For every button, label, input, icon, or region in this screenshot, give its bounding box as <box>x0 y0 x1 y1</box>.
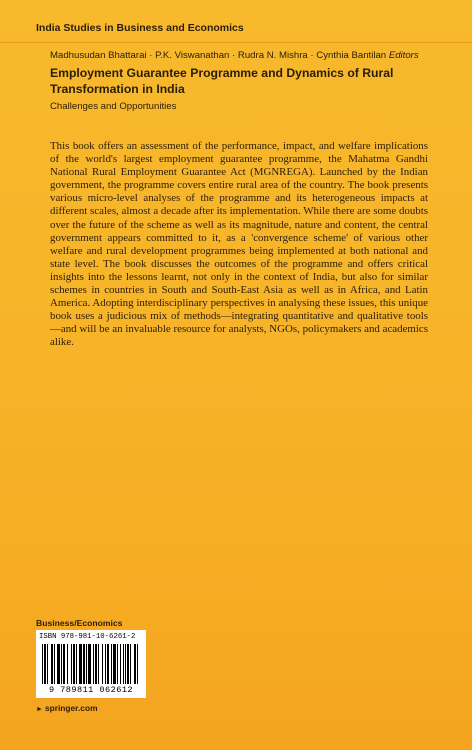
barcode-bar <box>120 644 121 684</box>
book-description: This book offers an assessment of the performance, impact, and welfare implications of the world's largest employment guarantee programme, the Mahatma Gandhi National Rural Employment Guarantee Act (MGNREGA). Launched by the Indian government, the programme covers entire rural area of the country. The book presents various micro-level analyses of the programme and its heterogeneous impacts at different scales, almost a decade after its implementation. While there are some doubts over the future of the scheme as well as its magnitude, nature and content, the central government appears committed to it, as a 'convergence scheme' of various other welfare and rural development programmes being implemented at both national and state level. The book discusses the outcomes of the programme and offers critical insights into the lessons learnt, not only in the context of India, but also for similar schemes in countries in South and South-East Asia as well as in Africa, and Latin America. Adopting interdisciplinary perspectives in analysing these issues, this unique book uses a judicious mix of methods—integrating quantitative and qualitative tools—and will be an invaluable resource for analysts, NGOs, policymakers and academics alike. <box>50 140 428 349</box>
barcode-bar <box>54 644 55 684</box>
barcode-bar <box>57 644 60 684</box>
barcode-bar <box>105 644 106 684</box>
barcode-bar <box>123 644 124 684</box>
book-subtitle: Challenges and Opportunities <box>50 101 177 112</box>
barcode-bar <box>42 644 43 684</box>
isbn-label: ISBN 978-981-10-6261-2 <box>39 633 136 641</box>
barcode-bar <box>107 644 109 684</box>
barcode-bar <box>76 644 77 684</box>
barcode-bar <box>67 644 68 684</box>
arrow-right-icon: ► <box>36 706 43 713</box>
barcode-bar <box>98 644 99 684</box>
editor-names: Madhusudan Bhattarai · P.K. Viswanathan · Rudra N. Mishra · Cynthia Bantilan <box>50 50 387 61</box>
barcode-bar <box>134 644 136 684</box>
publisher-website <box>36 703 98 713</box>
editors-line <box>50 50 419 61</box>
barcode-bar <box>73 644 75 684</box>
book-title: Employment Guarantee Programme and Dynamics of Rural Transformation in India <box>50 66 394 96</box>
barcode-bar <box>88 644 91 684</box>
barcode-bar <box>113 644 116 684</box>
barcode-bar <box>71 644 72 684</box>
barcode-bar <box>83 644 85 684</box>
header-rule <box>0 42 472 43</box>
series-title: India Studies in Business and Economics <box>36 22 244 34</box>
subject-category: Business/Economics <box>36 618 123 628</box>
barcode-bar <box>86 644 87 684</box>
barcode-bar <box>130 644 131 684</box>
barcode-bar <box>44 644 46 684</box>
barcode-bar <box>79 644 82 684</box>
editors-role: Editors <box>388 50 419 61</box>
barcode-bar <box>47 644 48 684</box>
barcode-digits: 9 789811 062612 <box>48 685 134 695</box>
barcode-bar <box>95 644 97 684</box>
barcode-bar <box>137 644 138 684</box>
barcode-bar <box>111 644 112 684</box>
barcode-icon <box>42 644 140 684</box>
barcode-bar <box>61 644 62 684</box>
barcode-bar <box>125 644 126 684</box>
barcode-panel <box>36 630 146 698</box>
barcode-bar <box>127 644 129 684</box>
barcode-bar <box>117 644 118 684</box>
barcode-bar <box>102 644 103 684</box>
barcode-bar <box>93 644 94 684</box>
barcode-bar <box>51 644 53 684</box>
barcode-bar <box>63 644 65 684</box>
publisher-website-label: springer.com <box>44 703 98 713</box>
